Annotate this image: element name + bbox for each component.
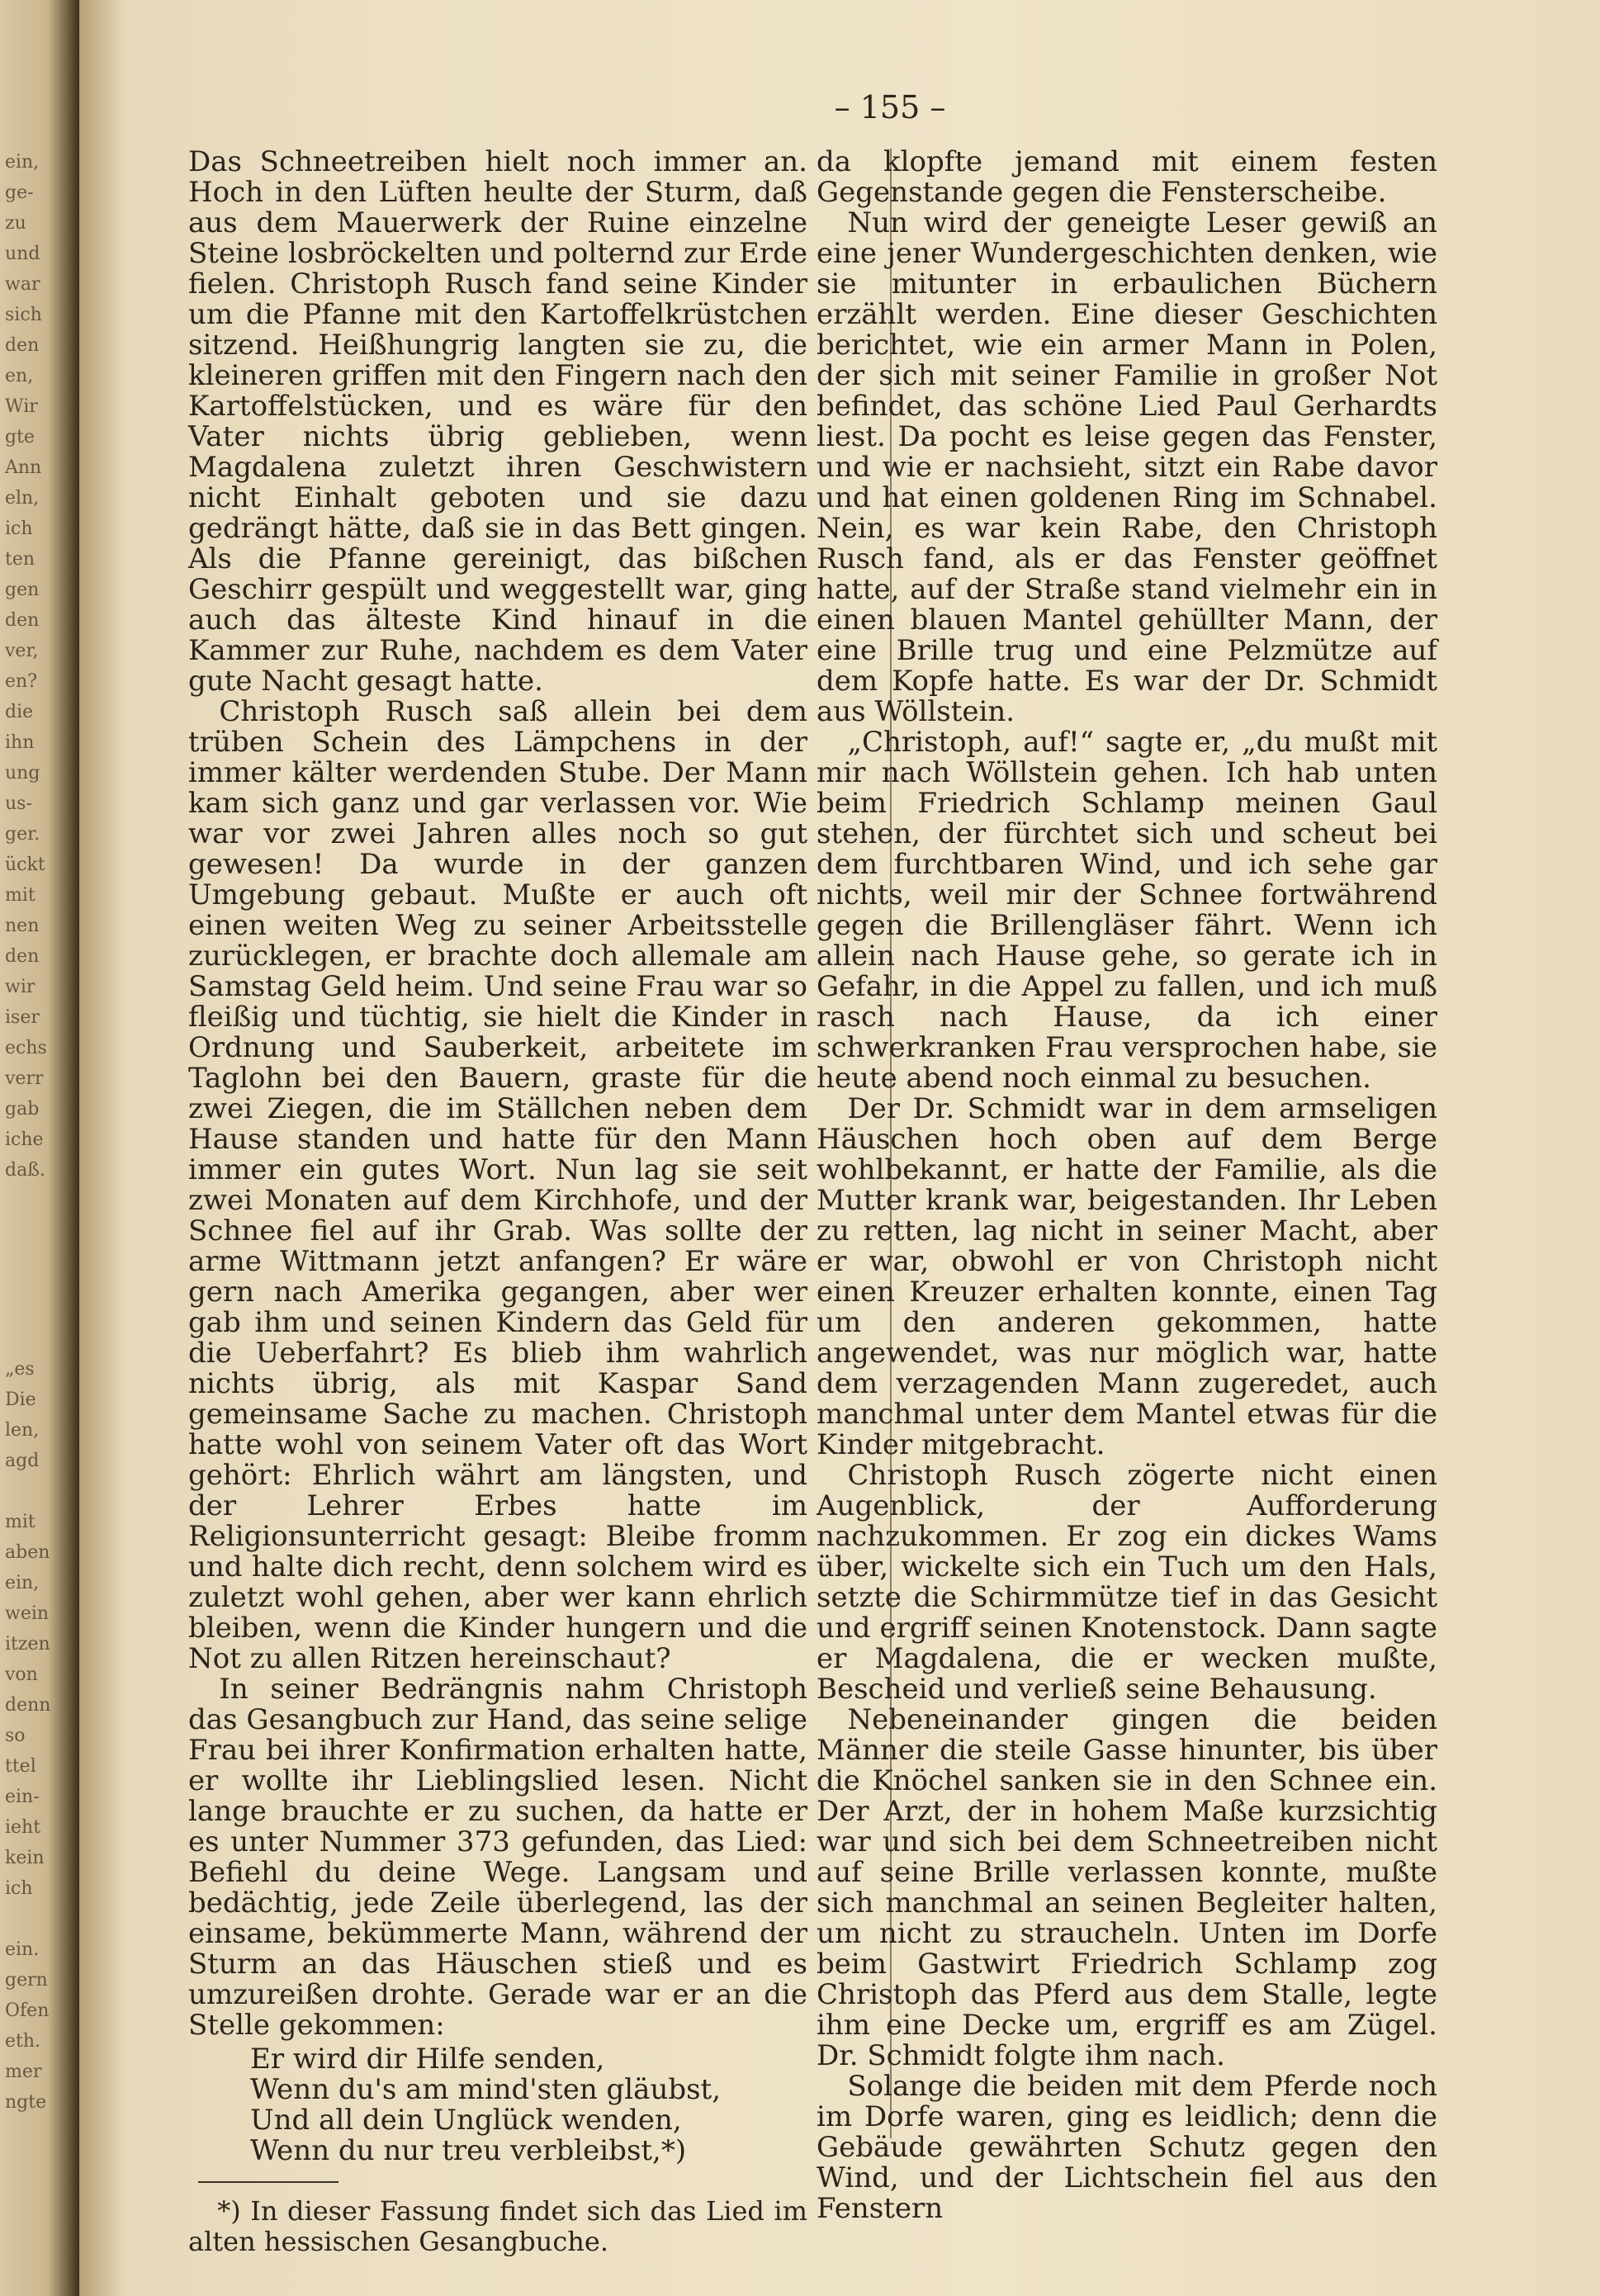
facing-page-fragment: ich [5, 1878, 33, 1899]
footnote-rule [198, 2181, 338, 2183]
facing-page-fragment: aben [5, 1542, 50, 1563]
paragraph: Christoph Rusch zögerte nicht einen Augenblick, der Aufforderung nachzukommen. Er zog ein dickes Wams über, wickelte sich ein Tuch um den Hals, setzte die Schirmmütze tief in das Gesicht und ergriff seinen Knotenstock. Dann sagte er Magdalena, die er wecken mußte, Bescheid und verließ seine Behausung. [817, 1459, 1437, 1706]
hymn-verse [188, 2044, 807, 2166]
paragraph: Das Schneetreiben hielt noch immer an. Hoch in den Lüften heulte der Sturm, daß aus dem Mauerwerk der Ruine einzelne Steine losbröckelten und polternd zur Erde fielen. Christoph Rusch fand seine Kinder um die Pfanne mit den Kartoffelkrüstchen sitzend. Heißhungrig langten sie zu, die kleineren griffen mit den Fingern nach den Kartoffelstücken, und es wäre für den Vater nichts übrig geblieben, wenn Magdalena zuletzt ihren Geschwistern nicht Einhalt geboten und sie dazu gedrängt hätte, daß sie in das Bett gingen. Als die Pfanne gereinigt, das bißchen Geschirr gespült und weggestellt war, ging auch das älteste Kind hinauf in die Kammer zur Ruhe, nachdem es dem Vater gute Nacht gesagt hatte. [188, 145, 807, 698]
facing-page-fragment: len, [5, 1420, 40, 1441]
facing-page-fragment: von [5, 1664, 38, 1685]
paragraph: Christoph Rusch saß allein bei dem trüben Schein des Lämpchens in der immer kälter werdenden Stube. Der Mann kam sich ganz und gar verlassen vor. Wie war vor zwei Jahren alles noch so gut gewesen! Da wurde in der ganzen Umgebung gebaut. Mußte er auch oft einen weiten Weg zu seiner Arbeitsstelle zurücklegen, er brachte doch allemale am Samstag Geld heim. Und seine Frau war so fleißig und tüchtig, sie hielt die Kinder in Ordnung und Sauberkeit, arbeitete im Taglohn bei den Bauern, graste für die zwei Ziegen, die im Ställchen neben dem Hause standen und hatte für den Mann immer ein gutes Wort. Nun lag sie seit zwei Monaten auf dem Kirchhofe, und der Schnee fiel auf ihr Grab. Was sollte der arme Wittmann jetzt anfangen? Er wäre gern nach Amerika gegangen, aber wer gab ihm und seinen Kindern das Geld für die Ueberfahrt? Es blieb ihm wahrlich nichts übrig, als mit Kaspar Sand gemeinsame Sache zu machen. Christoph hatte wohl von seinem Vater oft das Wort gehört: Ehrlich währt am längsten, und der Lehrer Erbes hatte im Religionsunterricht gesagt: Bleibe fromm und halte dich recht, denn solchem wird es zuletzt wohl gehen, aber wer kann ehrlich bleiben, wenn die Kinder hungern und die Not zu allen Ritzen hereinschaut? [188, 695, 807, 1675]
facing-page-fragment: wir [5, 977, 36, 997]
right-column [817, 147, 1437, 2224]
paragraph: „Christoph, auf!“ sagte er, „du mußt mit mir nach Wöllstein gehen. Ich hab unten beim Friedrich Schlamp meinen Gaul stehen, der fürchtet sich und scheut bei dem furchtbaren Wind, und ich sehe gar nichts, weil mir der Schnee fortwährend gegen die Brillengläser fährt. Wenn ich allein nach Hause gehe, so gerate ich in Gefahr, in die Appel zu fallen, und ich muß rasch nach Hause, da ich einer schwerkranken Frau versprochen habe, sie heute abend noch einmal zu besuchen. [817, 726, 1437, 1095]
paragraph: Solange die beiden mit dem Pferde noch im Dorfe waren, ging es leidlich; denn die Gebäude gewährten Schutz gegen den Wind, und der Lichtschein fiel aus den Fenstern [817, 2070, 1437, 2225]
facing-page-fragment: gern [5, 1970, 48, 1991]
facing-page-fragment: iche [5, 1129, 44, 1150]
facing-page-fragment: gen [5, 580, 40, 600]
facing-page-fragment: Wir [5, 396, 38, 417]
verse-line: Wenn du nur treu verbleibst,*) [250, 2134, 687, 2167]
facing-page-fragment: ein. [5, 1939, 40, 1960]
facing-page-fragment: Die [5, 1389, 36, 1410]
facing-page-fragment: ein, [5, 1573, 40, 1593]
facing-page-fragment: mer [5, 2062, 42, 2082]
paragraph: Der Dr. Schmidt war in dem armseligen Häuschen hoch oben auf dem Berge wohlbekannt, er hatte der Familie, als die Mutter krank war, beigestanden. Ihr Leben zu retten, lag nicht in seiner Macht, aber er war, obwohl er von Christoph nicht einen Kreuzer erhalten konnte, einen Tag um den anderen gekommen, hatte angewendet, was nur möglich war, hatte dem verzagenden Mann zugeredet, auch manchmal unter dem Mantel etwas für die Kinder mitgebracht. [817, 1092, 1437, 1461]
facing-page-fragment: eln, [5, 488, 40, 509]
book-spine-gutter [0, 0, 79, 2296]
facing-page-fragment: ttel [5, 1756, 36, 1777]
facing-page-fragment: Ann [5, 457, 42, 478]
facing-page-fragment: ich [5, 518, 33, 539]
facing-page-fragment: ein, [5, 152, 40, 173]
facing-page-fragment: ückt [5, 854, 45, 875]
facing-page-fragment [5, 1904, 54, 1934]
facing-page-fragment: us- [5, 793, 32, 814]
facing-page-fragment: daß. [5, 1160, 45, 1181]
facing-page-fragment [5, 1476, 54, 1507]
facing-page-fragment: iser [5, 1007, 40, 1028]
paragraph: In seiner Bedrängnis nahm Christoph das Gesangbuch zur Hand, das seine selige Frau bei ihrer Konfirmation erhalten hatte, er wollte ihr Lieblingslied lesen. Nicht lange brauchte er zu suchen, da hatte er es unter Nummer 373 gefunden, das Lied: Befiehl du deine Wege. Langsam und bedächtig, jede Zeile überlegend, las der einsame, bekümmerte Mann, während der Sturm an das Häuschen stieß und es umzureißen drohte. Gerade war er an die Stelle gekommen: [188, 1673, 807, 2042]
book-page [79, 0, 1600, 2296]
verse-line: Und all dein Unglück wenden, [250, 2104, 682, 2137]
facing-page-fragment: agd [5, 1451, 40, 1471]
facing-page-fragment: ieht [5, 1817, 41, 1838]
facing-page-fragment: sich [5, 305, 42, 325]
facing-page-fragment: en, [5, 366, 34, 386]
facing-page-fragment: den [5, 946, 40, 967]
paragraph: da klopfte jemand mit einem festen Gegenstande gegen die Fensterscheibe. [817, 145, 1437, 209]
facing-page-fragment: wein [5, 1603, 50, 1624]
facing-page-fragment: nen [5, 916, 40, 936]
facing-page-fragment: war [5, 274, 40, 295]
facing-page-fragment: ten [5, 549, 36, 570]
facing-page-fragment: zu [5, 213, 26, 234]
facing-page-text-lower [5, 1354, 54, 2118]
left-column [188, 147, 807, 2257]
facing-page-fragment: echs [5, 1038, 47, 1058]
verse-line: Wenn du's am mind'sten gläubst, [250, 2073, 722, 2106]
facing-page-fragment: eth. [5, 2031, 41, 2052]
facing-page-fragment: ge- [5, 182, 34, 203]
facing-page-fragment: verr [5, 1068, 44, 1089]
facing-page-fragment: den [5, 335, 40, 356]
facing-page-fragment: itzen [5, 1634, 50, 1655]
facing-page-fragment: ung [5, 763, 40, 783]
facing-page-fragment: gab [5, 1099, 40, 1120]
facing-page-fragment: die [5, 702, 34, 722]
paragraph: Nun wird der geneigte Leser gewiß an eine jener Wundergeschichten denken, wie sie mitunter in erbaulichen Büchern erzählt werden. Eine dieser Geschichten berichtet, wie ein armer Mann in Polen, der sich mit seiner Familie in großer Not befindet, das schöne Lied Paul Gerhardts liest. Da pocht es leise gegen das Fenster, und wie er nachsieht, sitzt ein Rabe davor und hat einen goldenen Ring im Schnabel. Nein, es war kein Rabe, den Christoph Rusch fand, als er das Fenster geöffnet hatte, auf der Straße stand vielmehr ein in einen blauen Mantel gehüllter Mann, der eine Brille trug und eine Pelzmütze auf dem Kopfe hatte. Es war der Dr. Schmidt aus Wöllstein. [817, 206, 1437, 728]
facing-page-fragment: Ofen [5, 2000, 50, 2021]
facing-page-fragment: en? [5, 671, 37, 692]
facing-page-text-upper [5, 147, 54, 1186]
paragraph: Nebeneinander gingen die beiden Männer die steile Gasse hinunter, bis über die Knöchel sanken sie in den Schnee ein. Der Arzt, der in hohem Maße kurzsichtig war und sich bei dem Schneetreiben nicht auf seine Brille verlassen konnte, mußte sich manchmal an seinen Begleiter halten, um nicht zu straucheln. Unten im Dorfe beim Gastwirt Friedrich Schlamp zog Christoph das Pferd aus dem Stalle, legte ihm eine Decke um, ergriff es am Zügel. Dr. Schmidt folgte ihm nach. [817, 1703, 1437, 2072]
facing-page-fragment: kein [5, 1848, 45, 1868]
verse-line: Er wird dir Hilfe senden, [250, 2043, 605, 2076]
page-number: – 155 – [834, 89, 946, 125]
facing-page-fragment: ihn [5, 732, 35, 753]
footnote: *) In dieser Fassung findet sich das Lied im alten hessischen Gesangbuche. [188, 2195, 807, 2257]
facing-page-fragment: denn [5, 1695, 51, 1716]
facing-page-fragment: ein- [5, 1787, 40, 1807]
facing-page-fragment: so [5, 1726, 26, 1746]
facing-page-fragment: gte [5, 427, 35, 447]
facing-page-fragment: und [5, 244, 40, 264]
facing-page-fragment: ngte [5, 2092, 47, 2113]
facing-page-fragment: den [5, 610, 40, 631]
facing-page-fragment: ver, [5, 641, 39, 661]
facing-page-fragment: mit [5, 1512, 36, 1532]
facing-page-fragment: mit [5, 885, 36, 906]
facing-page-fragment: ger. [5, 824, 40, 845]
facing-page-fragment: „es [5, 1359, 35, 1380]
